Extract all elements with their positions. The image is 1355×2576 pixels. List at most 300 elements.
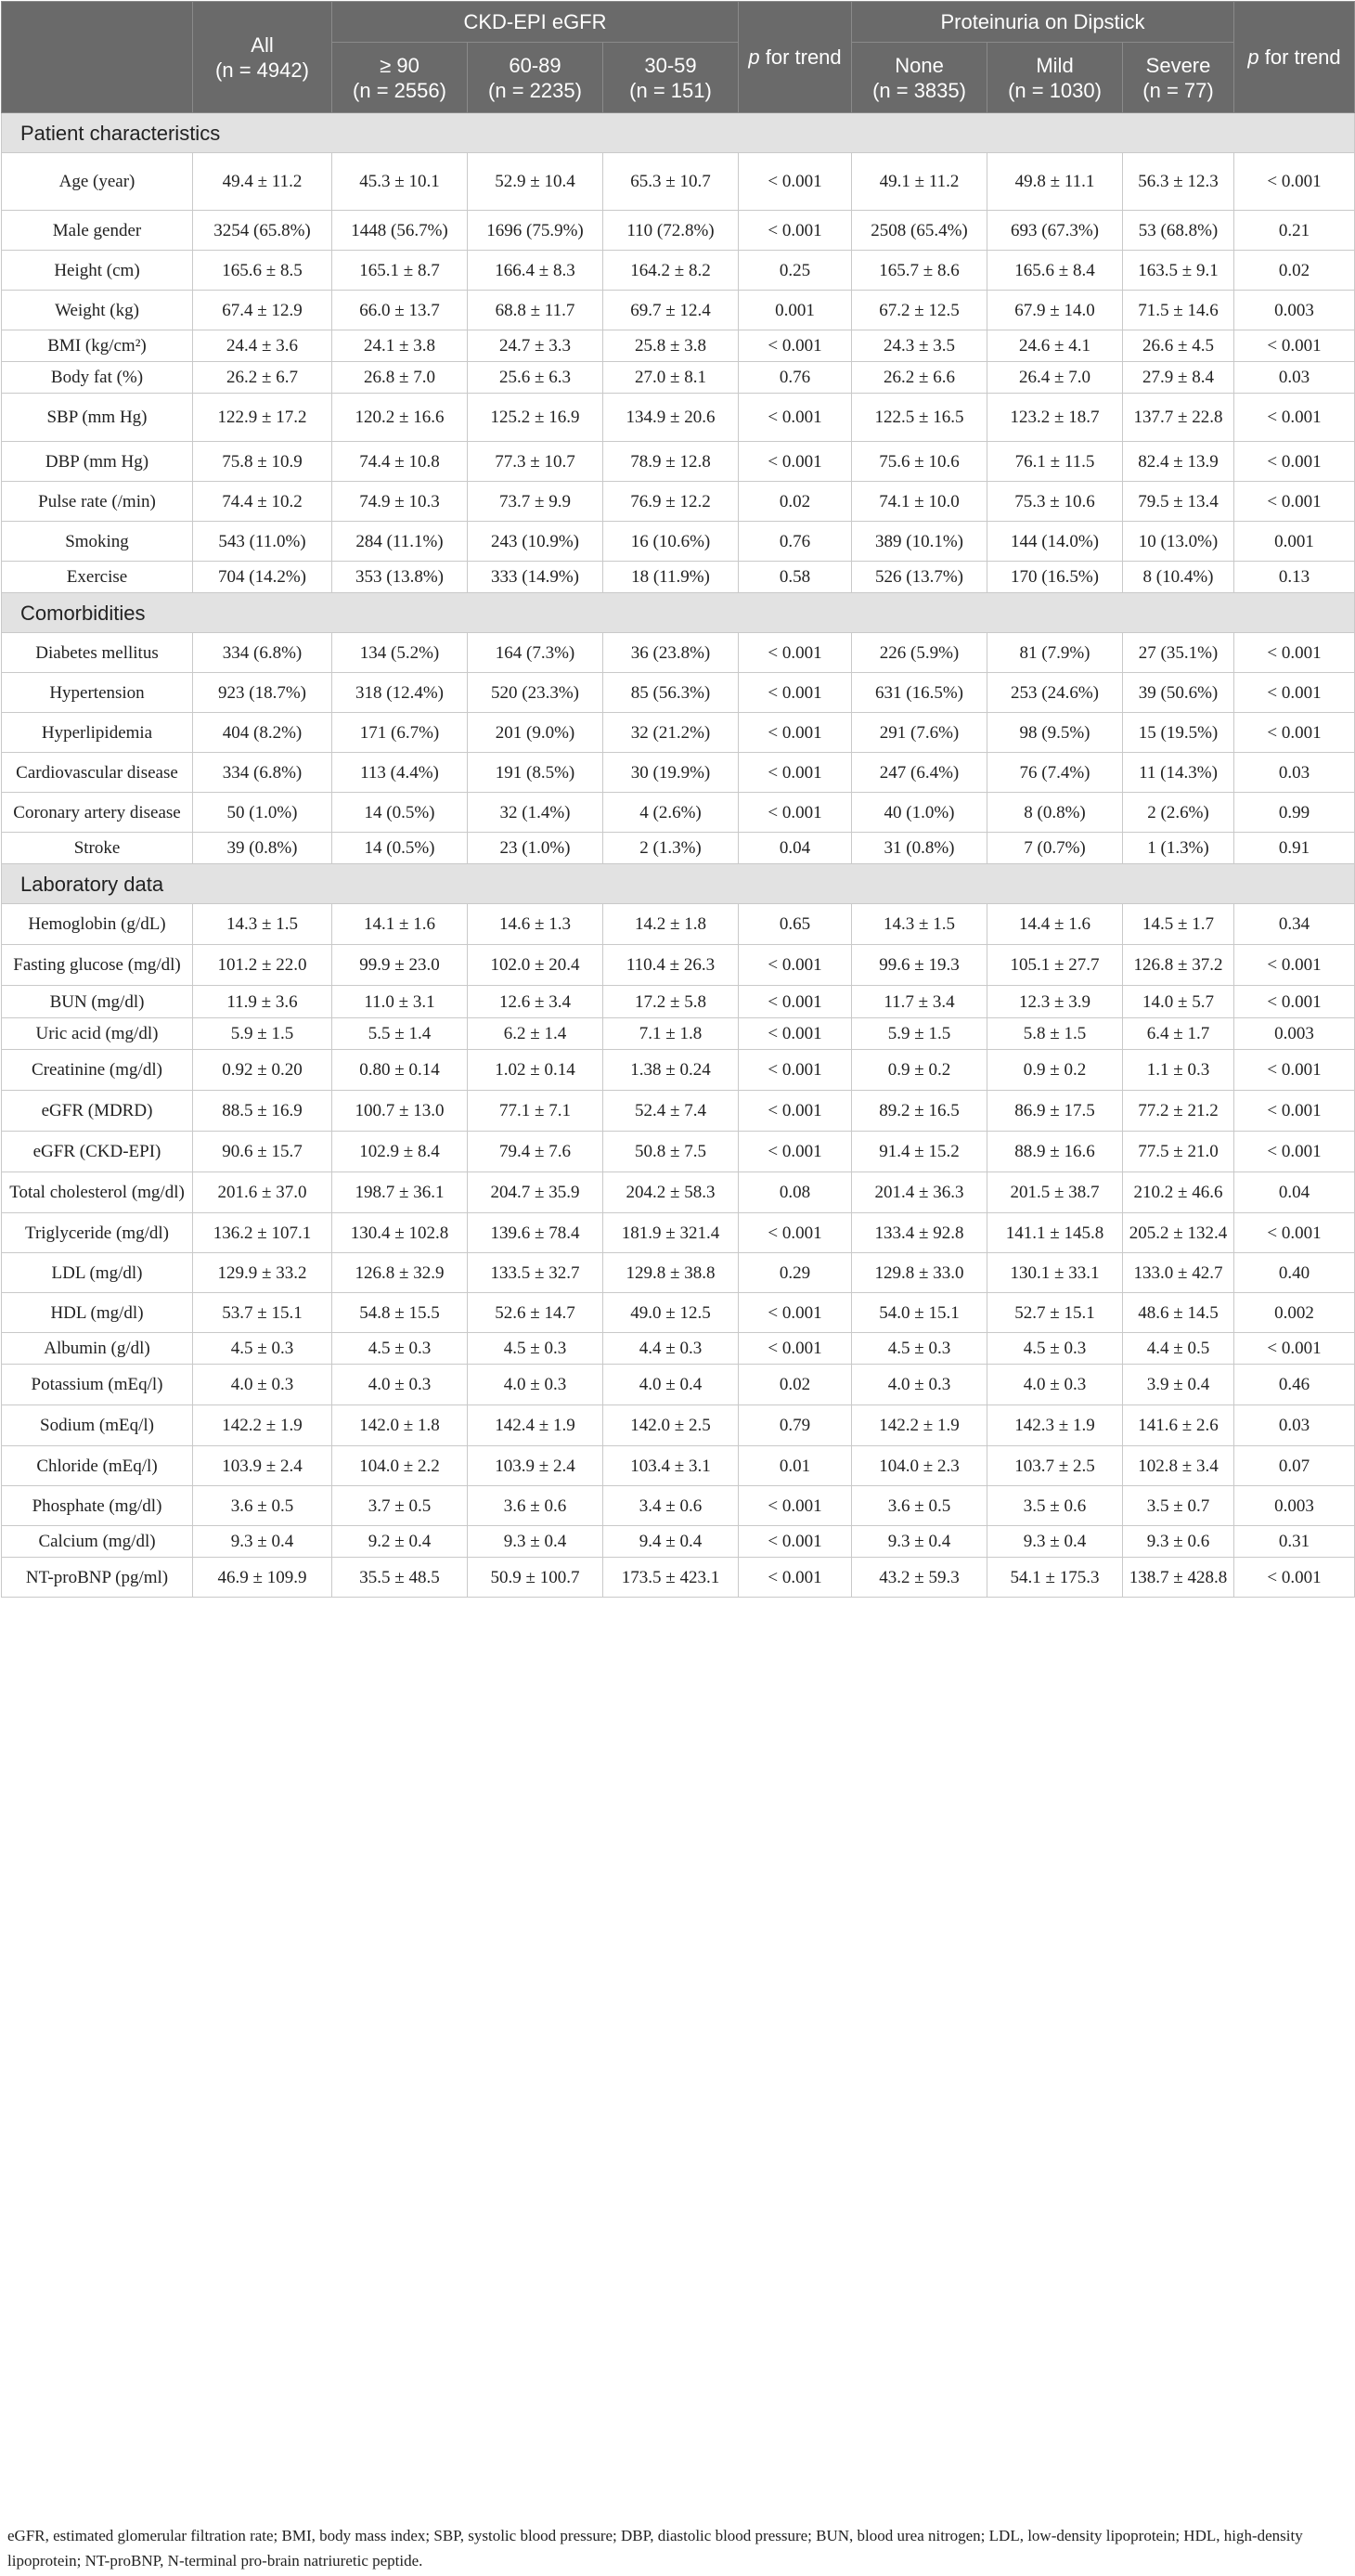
cell-e60: 1.02 ± 0.14 (468, 1050, 603, 1091)
cell-p2: 0.07 (1234, 1446, 1355, 1486)
table-row (2, 1486, 1355, 1526)
table-row (2, 482, 1355, 522)
cell-e30: 17.2 ± 5.8 (603, 986, 739, 1018)
cell-e60: 23 (1.0%) (468, 833, 603, 864)
row-label: Stroke (2, 833, 193, 864)
cell-p1: 0.02 (739, 1365, 852, 1405)
cell-none: 247 (6.4%) (852, 753, 987, 793)
cell-e30: 173.5 ± 423.1 (603, 1558, 739, 1598)
cell-severe: 26.6 ± 4.5 (1123, 330, 1234, 362)
cell-all: 142.2 ± 1.9 (193, 1405, 332, 1446)
cell-e60: 14.6 ± 1.3 (468, 904, 603, 945)
cell-p2: < 0.001 (1234, 1558, 1355, 1598)
cell-p2: 0.21 (1234, 211, 1355, 251)
row-label: Coronary artery disease (2, 793, 193, 833)
cell-e90: 9.2 ± 0.4 (332, 1526, 468, 1558)
cell-mild: 26.4 ± 7.0 (987, 362, 1123, 394)
cell-p1: < 0.001 (739, 211, 852, 251)
cell-all: 404 (8.2%) (193, 713, 332, 753)
cell-severe: 137.7 ± 22.8 (1123, 394, 1234, 442)
cell-e60: 333 (14.9%) (468, 562, 603, 593)
row-label: DBP (mm Hg) (2, 442, 193, 482)
cell-e90: 66.0 ± 13.7 (332, 291, 468, 330)
cell-p2: 0.34 (1234, 904, 1355, 945)
cell-e90: 198.7 ± 36.1 (332, 1172, 468, 1213)
row-label: Hyperlipidemia (2, 713, 193, 753)
table-row (2, 1333, 1355, 1365)
cell-none: 99.6 ± 19.3 (852, 945, 987, 986)
col-label: 30-59 (644, 53, 697, 77)
table-row (2, 442, 1355, 482)
cell-p1: < 0.001 (739, 442, 852, 482)
cell-severe: 53 (68.8%) (1123, 211, 1234, 251)
table-row (2, 394, 1355, 442)
cell-severe: 205.2 ± 132.4 (1123, 1213, 1234, 1253)
cell-all: 39 (0.8%) (193, 833, 332, 864)
cell-all: 9.3 ± 0.4 (193, 1526, 332, 1558)
cell-e90: 5.5 ± 1.4 (332, 1018, 468, 1050)
cell-none: 165.7 ± 8.6 (852, 251, 987, 291)
cell-p2: < 0.001 (1234, 330, 1355, 362)
cell-e60: 4.0 ± 0.3 (468, 1365, 603, 1405)
cell-p1: 0.76 (739, 362, 852, 394)
cell-e30: 16 (10.6%) (603, 522, 739, 562)
cell-mild: 9.3 ± 0.4 (987, 1526, 1123, 1558)
cell-p2: < 0.001 (1234, 1213, 1355, 1253)
cell-p2: < 0.001 (1234, 442, 1355, 482)
cell-e60: 201 (9.0%) (468, 713, 603, 753)
row-label: Height (cm) (2, 251, 193, 291)
row-label: Total cholesterol (mg/dl) (2, 1172, 193, 1213)
cell-e90: 165.1 ± 8.7 (332, 251, 468, 291)
table-row (2, 211, 1355, 251)
header-prot-mild (987, 43, 1123, 113)
header-egfr-30-59 (603, 43, 739, 113)
cell-e90: 102.9 ± 8.4 (332, 1132, 468, 1172)
cell-e30: 50.8 ± 7.5 (603, 1132, 739, 1172)
cell-mild: 52.7 ± 15.1 (987, 1293, 1123, 1333)
cell-mild: 130.1 ± 33.1 (987, 1253, 1123, 1293)
cell-all: 3.6 ± 0.5 (193, 1486, 332, 1526)
cell-e30: 65.3 ± 10.7 (603, 153, 739, 211)
cell-p2: < 0.001 (1234, 1132, 1355, 1172)
col-label: ≥ 90 (380, 53, 419, 77)
cell-p2: < 0.001 (1234, 1050, 1355, 1091)
cell-e30: 181.9 ± 321.4 (603, 1213, 739, 1253)
cell-p1: < 0.001 (739, 1486, 852, 1526)
cell-e30: 134.9 ± 20.6 (603, 394, 739, 442)
cell-e30: 85 (56.3%) (603, 673, 739, 713)
header-all-n: (n = 4942) (215, 58, 309, 82)
cell-p1: < 0.001 (739, 793, 852, 833)
cell-p1: < 0.001 (739, 1213, 852, 1253)
cell-severe: 163.5 ± 9.1 (1123, 251, 1234, 291)
p-rest: for trend (759, 45, 842, 69)
cell-severe: 4.4 ± 0.5 (1123, 1333, 1234, 1365)
cell-e30: 7.1 ± 1.8 (603, 1018, 739, 1050)
cell-p1: 0.65 (739, 904, 852, 945)
row-label: eGFR (CKD-EPI) (2, 1132, 193, 1172)
cell-p2: 0.31 (1234, 1526, 1355, 1558)
cell-none: 74.1 ± 10.0 (852, 482, 987, 522)
cell-mild: 24.6 ± 4.1 (987, 330, 1123, 362)
cell-p2: 0.03 (1234, 753, 1355, 793)
cell-p1: 0.76 (739, 522, 852, 562)
cell-none: 11.7 ± 3.4 (852, 986, 987, 1018)
cell-e60: 125.2 ± 16.9 (468, 394, 603, 442)
cell-severe: 56.3 ± 12.3 (1123, 153, 1234, 211)
table-row (2, 291, 1355, 330)
cell-p1: < 0.001 (739, 1293, 852, 1333)
cell-mild: 4.5 ± 0.3 (987, 1333, 1123, 1365)
cell-e60: 133.5 ± 32.7 (468, 1253, 603, 1293)
cell-none: 24.3 ± 3.5 (852, 330, 987, 362)
table-row (2, 1293, 1355, 1333)
table-row (2, 562, 1355, 593)
cell-p1: 0.001 (739, 291, 852, 330)
row-label: Smoking (2, 522, 193, 562)
cell-mild: 693 (67.3%) (987, 211, 1123, 251)
col-n: (n = 2235) (488, 78, 582, 102)
row-label: NT-proBNP (pg/ml) (2, 1558, 193, 1598)
table-row (2, 330, 1355, 362)
cell-p1: < 0.001 (739, 153, 852, 211)
cell-p1: < 0.001 (739, 1526, 852, 1558)
cell-e90: 134 (5.2%) (332, 633, 468, 673)
table-body (2, 113, 1355, 1598)
cell-e90: 45.3 ± 10.1 (332, 153, 468, 211)
cell-e30: 52.4 ± 7.4 (603, 1091, 739, 1132)
cell-e60: 1696 (75.9%) (468, 211, 603, 251)
table-row (2, 522, 1355, 562)
cell-none: 4.0 ± 0.3 (852, 1365, 987, 1405)
table-row (2, 1050, 1355, 1091)
cell-e30: 103.4 ± 3.1 (603, 1446, 739, 1486)
cell-all: 543 (11.0%) (193, 522, 332, 562)
section-title: Patient characteristics (2, 113, 1355, 153)
cell-severe: 11 (14.3%) (1123, 753, 1234, 793)
row-label: Phosphate (mg/dl) (2, 1486, 193, 1526)
cell-e30: 32 (21.2%) (603, 713, 739, 753)
cell-e30: 69.7 ± 12.4 (603, 291, 739, 330)
cell-all: 74.4 ± 10.2 (193, 482, 332, 522)
cell-all: 50 (1.0%) (193, 793, 332, 833)
row-label: Triglyceride (mg/dl) (2, 1213, 193, 1253)
cell-e90: 14 (0.5%) (332, 833, 468, 864)
cell-all: 122.9 ± 17.2 (193, 394, 332, 442)
row-label: Creatinine (mg/dl) (2, 1050, 193, 1091)
cell-e30: 25.8 ± 3.8 (603, 330, 739, 362)
col-n: (n = 2556) (353, 78, 446, 102)
table-row (2, 1558, 1355, 1598)
cell-e30: 27.0 ± 8.1 (603, 362, 739, 394)
cell-all: 49.4 ± 11.2 (193, 153, 332, 211)
cell-severe: 71.5 ± 14.6 (1123, 291, 1234, 330)
cell-e30: 164.2 ± 8.2 (603, 251, 739, 291)
cell-p1: < 0.001 (739, 394, 852, 442)
cell-none: 142.2 ± 1.9 (852, 1405, 987, 1446)
cell-none: 14.3 ± 1.5 (852, 904, 987, 945)
header-p-trend-proteinuria (1234, 2, 1355, 113)
cell-all: 129.9 ± 33.2 (193, 1253, 332, 1293)
cell-none: 631 (16.5%) (852, 673, 987, 713)
cell-severe: 102.8 ± 3.4 (1123, 1446, 1234, 1486)
cell-mild: 54.1 ± 175.3 (987, 1558, 1123, 1598)
cell-none: 133.4 ± 92.8 (852, 1213, 987, 1253)
cell-p1: < 0.001 (739, 753, 852, 793)
cell-e60: 50.9 ± 100.7 (468, 1558, 603, 1598)
cell-none: 91.4 ± 15.2 (852, 1132, 987, 1172)
table-row (2, 904, 1355, 945)
cell-mild: 105.1 ± 27.7 (987, 945, 1123, 986)
cell-p1: 0.79 (739, 1405, 852, 1446)
cell-mild: 8 (0.8%) (987, 793, 1123, 833)
cell-p1: < 0.001 (739, 1132, 852, 1172)
table-row (2, 1018, 1355, 1050)
cell-e60: 32 (1.4%) (468, 793, 603, 833)
cell-mild: 170 (16.5%) (987, 562, 1123, 593)
cell-none: 49.1 ± 11.2 (852, 153, 987, 211)
cell-e60: 139.6 ± 78.4 (468, 1213, 603, 1253)
cell-p2: 0.002 (1234, 1293, 1355, 1333)
cell-none: 26.2 ± 6.6 (852, 362, 987, 394)
cell-e90: 99.9 ± 23.0 (332, 945, 468, 986)
cell-e60: 103.9 ± 2.4 (468, 1446, 603, 1486)
cell-severe: 133.0 ± 42.7 (1123, 1253, 1234, 1293)
cell-mild: 141.1 ± 145.8 (987, 1213, 1123, 1253)
cell-e60: 77.1 ± 7.1 (468, 1091, 603, 1132)
cell-e30: 14.2 ± 1.8 (603, 904, 739, 945)
cell-e90: 3.7 ± 0.5 (332, 1486, 468, 1526)
cell-p2: < 0.001 (1234, 986, 1355, 1018)
cell-p1: < 0.001 (739, 1333, 852, 1365)
cell-p2: < 0.001 (1234, 713, 1355, 753)
cell-none: 129.8 ± 33.0 (852, 1253, 987, 1293)
table-row (2, 1405, 1355, 1446)
table-row (2, 833, 1355, 864)
cell-p2: < 0.001 (1234, 1333, 1355, 1365)
section-title: Comorbidities (2, 593, 1355, 633)
cell-mild: 75.3 ± 10.6 (987, 482, 1123, 522)
cell-p1: 0.04 (739, 833, 852, 864)
row-label: eGFR (MDRD) (2, 1091, 193, 1132)
cell-e90: 0.80 ± 0.14 (332, 1050, 468, 1091)
cell-severe: 1.1 ± 0.3 (1123, 1050, 1234, 1091)
cell-p1: < 0.001 (739, 1018, 852, 1050)
table-row (2, 1365, 1355, 1405)
cell-mild: 144 (14.0%) (987, 522, 1123, 562)
cell-severe: 15 (19.5%) (1123, 713, 1234, 753)
p-italic: p (748, 45, 760, 69)
cell-e90: 11.0 ± 3.1 (332, 986, 468, 1018)
cell-p2: 0.13 (1234, 562, 1355, 593)
cell-none: 4.5 ± 0.3 (852, 1333, 987, 1365)
cell-e30: 2 (1.3%) (603, 833, 739, 864)
cell-e30: 76.9 ± 12.2 (603, 482, 739, 522)
cell-e90: 130.4 ± 102.8 (332, 1213, 468, 1253)
table-row (2, 633, 1355, 673)
row-label: Pulse rate (/min) (2, 482, 193, 522)
cell-none: 526 (13.7%) (852, 562, 987, 593)
header-egfr-60-89 (468, 43, 603, 113)
cell-p1: 0.25 (739, 251, 852, 291)
cell-none: 226 (5.9%) (852, 633, 987, 673)
section-row (2, 864, 1355, 904)
table-row (2, 713, 1355, 753)
cell-e90: 26.8 ± 7.0 (332, 362, 468, 394)
cell-e60: 243 (10.9%) (468, 522, 603, 562)
section-title: Laboratory data (2, 864, 1355, 904)
cell-mild: 88.9 ± 16.6 (987, 1132, 1123, 1172)
cell-severe: 9.3 ± 0.6 (1123, 1526, 1234, 1558)
cell-e30: 49.0 ± 12.5 (603, 1293, 739, 1333)
col-n: (n = 151) (629, 78, 712, 102)
cell-p2: 0.04 (1234, 1172, 1355, 1213)
cell-severe: 141.6 ± 2.6 (1123, 1405, 1234, 1446)
cell-p2: < 0.001 (1234, 1091, 1355, 1132)
cell-e30: 3.4 ± 0.6 (603, 1486, 739, 1526)
cell-none: 89.2 ± 16.5 (852, 1091, 987, 1132)
cell-severe: 210.2 ± 46.6 (1123, 1172, 1234, 1213)
cell-p1: < 0.001 (739, 1091, 852, 1132)
cell-severe: 10 (13.0%) (1123, 522, 1234, 562)
cell-e60: 102.0 ± 20.4 (468, 945, 603, 986)
cell-p2: < 0.001 (1234, 482, 1355, 522)
table-row (2, 1446, 1355, 1486)
cell-none: 5.9 ± 1.5 (852, 1018, 987, 1050)
cell-all: 26.2 ± 6.7 (193, 362, 332, 394)
baseline-characteristics-table (1, 1, 1355, 1598)
cell-p2: < 0.001 (1234, 945, 1355, 986)
cell-e60: 204.7 ± 35.9 (468, 1172, 603, 1213)
cell-all: 4.0 ± 0.3 (193, 1365, 332, 1405)
cell-mild: 14.4 ± 1.6 (987, 904, 1123, 945)
cell-severe: 77.5 ± 21.0 (1123, 1132, 1234, 1172)
header-p-trend-egfr (739, 2, 852, 113)
cell-e60: 24.7 ± 3.3 (468, 330, 603, 362)
col-n: (n = 77) (1142, 78, 1214, 102)
cell-p2: 0.03 (1234, 1405, 1355, 1446)
table-row (2, 1253, 1355, 1293)
cell-p2: < 0.001 (1234, 673, 1355, 713)
cell-p1: 0.08 (739, 1172, 852, 1213)
cell-mild: 7 (0.7%) (987, 833, 1123, 864)
cell-all: 5.9 ± 1.5 (193, 1018, 332, 1050)
cell-e90: 74.9 ± 10.3 (332, 482, 468, 522)
col-label: 60-89 (509, 53, 561, 77)
cell-e60: 52.9 ± 10.4 (468, 153, 603, 211)
cell-all: 334 (6.8%) (193, 753, 332, 793)
row-label: BMI (kg/cm²) (2, 330, 193, 362)
cell-e90: 35.5 ± 48.5 (332, 1558, 468, 1598)
cell-e60: 191 (8.5%) (468, 753, 603, 793)
row-label: Hemoglobin (g/dL) (2, 904, 193, 945)
table-row (2, 945, 1355, 986)
cell-e90: 14.1 ± 1.6 (332, 904, 468, 945)
row-label: Potassium (mEq/l) (2, 1365, 193, 1405)
cell-e60: 68.8 ± 11.7 (468, 291, 603, 330)
row-label: Cardiovascular disease (2, 753, 193, 793)
cell-e90: 4.5 ± 0.3 (332, 1333, 468, 1365)
cell-e90: 113 (4.4%) (332, 753, 468, 793)
cell-p2: < 0.001 (1234, 153, 1355, 211)
row-label: LDL (mg/dl) (2, 1253, 193, 1293)
cell-e60: 520 (23.3%) (468, 673, 603, 713)
cell-e90: 126.8 ± 32.9 (332, 1253, 468, 1293)
cell-p2: 0.003 (1234, 1018, 1355, 1050)
table-row (2, 1213, 1355, 1253)
cell-p1: < 0.001 (739, 945, 852, 986)
cell-severe: 27.9 ± 8.4 (1123, 362, 1234, 394)
cell-all: 136.2 ± 107.1 (193, 1213, 332, 1253)
cell-p1: < 0.001 (739, 330, 852, 362)
cell-severe: 14.0 ± 5.7 (1123, 986, 1234, 1018)
cell-all: 103.9 ± 2.4 (193, 1446, 332, 1486)
cell-e30: 110.4 ± 26.3 (603, 945, 739, 986)
header-egfr-90 (332, 43, 468, 113)
cell-severe: 126.8 ± 37.2 (1123, 945, 1234, 986)
cell-e30: 1.38 ± 0.24 (603, 1050, 739, 1091)
cell-none: 75.6 ± 10.6 (852, 442, 987, 482)
cell-severe: 1 (1.3%) (1123, 833, 1234, 864)
table-row (2, 251, 1355, 291)
section-row (2, 113, 1355, 153)
cell-p2: 0.99 (1234, 793, 1355, 833)
cell-e60: 6.2 ± 1.4 (468, 1018, 603, 1050)
cell-p2: 0.003 (1234, 291, 1355, 330)
cell-none: 389 (10.1%) (852, 522, 987, 562)
cell-all: 0.92 ± 0.20 (193, 1050, 332, 1091)
cell-p1: < 0.001 (739, 633, 852, 673)
cell-e60: 4.5 ± 0.3 (468, 1333, 603, 1365)
cell-none: 54.0 ± 15.1 (852, 1293, 987, 1333)
cell-e90: 318 (12.4%) (332, 673, 468, 713)
cell-mild: 67.9 ± 14.0 (987, 291, 1123, 330)
cell-none: 31 (0.8%) (852, 833, 987, 864)
cell-e90: 4.0 ± 0.3 (332, 1365, 468, 1405)
cell-e90: 284 (11.1%) (332, 522, 468, 562)
row-label: Sodium (mEq/l) (2, 1405, 193, 1446)
cell-severe: 3.5 ± 0.7 (1123, 1486, 1234, 1526)
cell-mild: 81 (7.9%) (987, 633, 1123, 673)
cell-e90: 353 (13.8%) (332, 562, 468, 593)
cell-none: 43.2 ± 59.3 (852, 1558, 987, 1598)
cell-severe: 82.4 ± 13.9 (1123, 442, 1234, 482)
cell-mild: 3.5 ± 0.6 (987, 1486, 1123, 1526)
col-label: Severe (1145, 53, 1211, 77)
cell-all: 201.6 ± 37.0 (193, 1172, 332, 1213)
cell-severe: 77.2 ± 21.2 (1123, 1091, 1234, 1132)
cell-mild: 103.7 ± 2.5 (987, 1446, 1123, 1486)
cell-p1: < 0.001 (739, 673, 852, 713)
cell-all: 11.9 ± 3.6 (193, 986, 332, 1018)
cell-e30: 204.2 ± 58.3 (603, 1172, 739, 1213)
cell-severe: 3.9 ± 0.4 (1123, 1365, 1234, 1405)
cell-all: 101.2 ± 22.0 (193, 945, 332, 986)
row-label: BUN (mg/dl) (2, 986, 193, 1018)
cell-e30: 4.4 ± 0.3 (603, 1333, 739, 1365)
table-row (2, 362, 1355, 394)
cell-e60: 77.3 ± 10.7 (468, 442, 603, 482)
cell-e60: 3.6 ± 0.6 (468, 1486, 603, 1526)
header-proteinuria-group: Proteinuria on Dipstick (852, 2, 1234, 43)
cell-all: 90.6 ± 15.7 (193, 1132, 332, 1172)
header-blank-cell (2, 2, 193, 113)
header-all (193, 2, 332, 113)
cell-severe: 8 (10.4%) (1123, 562, 1234, 593)
table-row (2, 1132, 1355, 1172)
table-row (2, 673, 1355, 713)
